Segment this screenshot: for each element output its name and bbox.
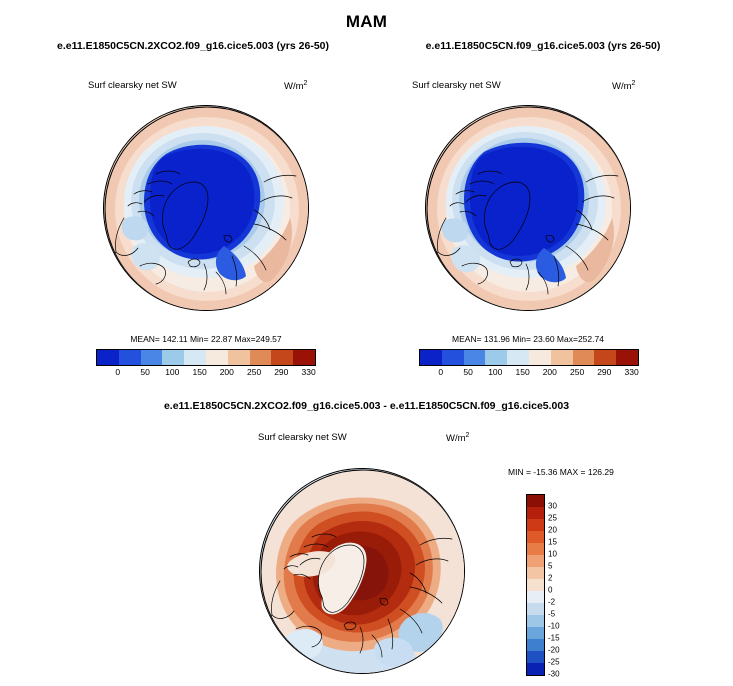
unit-label-right: $W/m^2$ <box>612 80 636 93</box>
map-globe-left <box>103 105 309 311</box>
colorbar-right <box>419 349 639 366</box>
map-contours-left <box>104 106 309 311</box>
map-globe-right <box>425 105 631 311</box>
var-label-right: Surf clearsky net SW <box>412 80 501 91</box>
colorbar-ticks-left: 0 50 100 150 200 250 290 330 <box>115 367 316 377</box>
var-label-left: Surf clearsky net SW <box>88 80 177 91</box>
map-contours-diff <box>260 469 465 674</box>
stats-right: MEAN= 131.96 Min= 23.60 Max=252.74 <box>452 334 604 344</box>
colorbar-ticks-difference: 30 25 20 15 10 5 2 0 -2 -5 -10 -15 -20 -25 -30 <box>548 501 560 679</box>
panel-title-difference: e.e11.E1850C5CN.2XCO2.f09_g16.cice5.003 - e.e11.E1850C5CN.f09_g16.cice5.003 <box>163 400 570 412</box>
minmax-label-diff: MIN = -15.36 MAX = 126.29 <box>508 467 614 477</box>
figure-title: MAM <box>345 12 388 31</box>
panel-title-right: e.e11.E1850C5CN.f09_g16.cice5.003 (yrs 26-50) <box>425 40 661 52</box>
panel-title-left: e.e11.E1850C5CN.2XCO2.f09_g16.cice5.003 (yrs 26-50) <box>56 40 329 52</box>
var-label-diff: Surf clearsky net SW <box>258 432 347 443</box>
colorbar-left <box>96 349 316 366</box>
map-contours-right <box>426 106 631 311</box>
unit-label-diff: $W/m^2$ <box>446 432 470 445</box>
colorbar-ticks-right: 0 50 100 150 200 250 290 330 <box>438 367 639 377</box>
stats-left: MEAN= 142.11 Min= 22.87 Max=249.57 <box>130 334 282 344</box>
unit-label-left: $W/m^2$ <box>284 80 308 93</box>
map-globe-difference <box>259 468 465 674</box>
colorbar-difference <box>526 494 545 676</box>
